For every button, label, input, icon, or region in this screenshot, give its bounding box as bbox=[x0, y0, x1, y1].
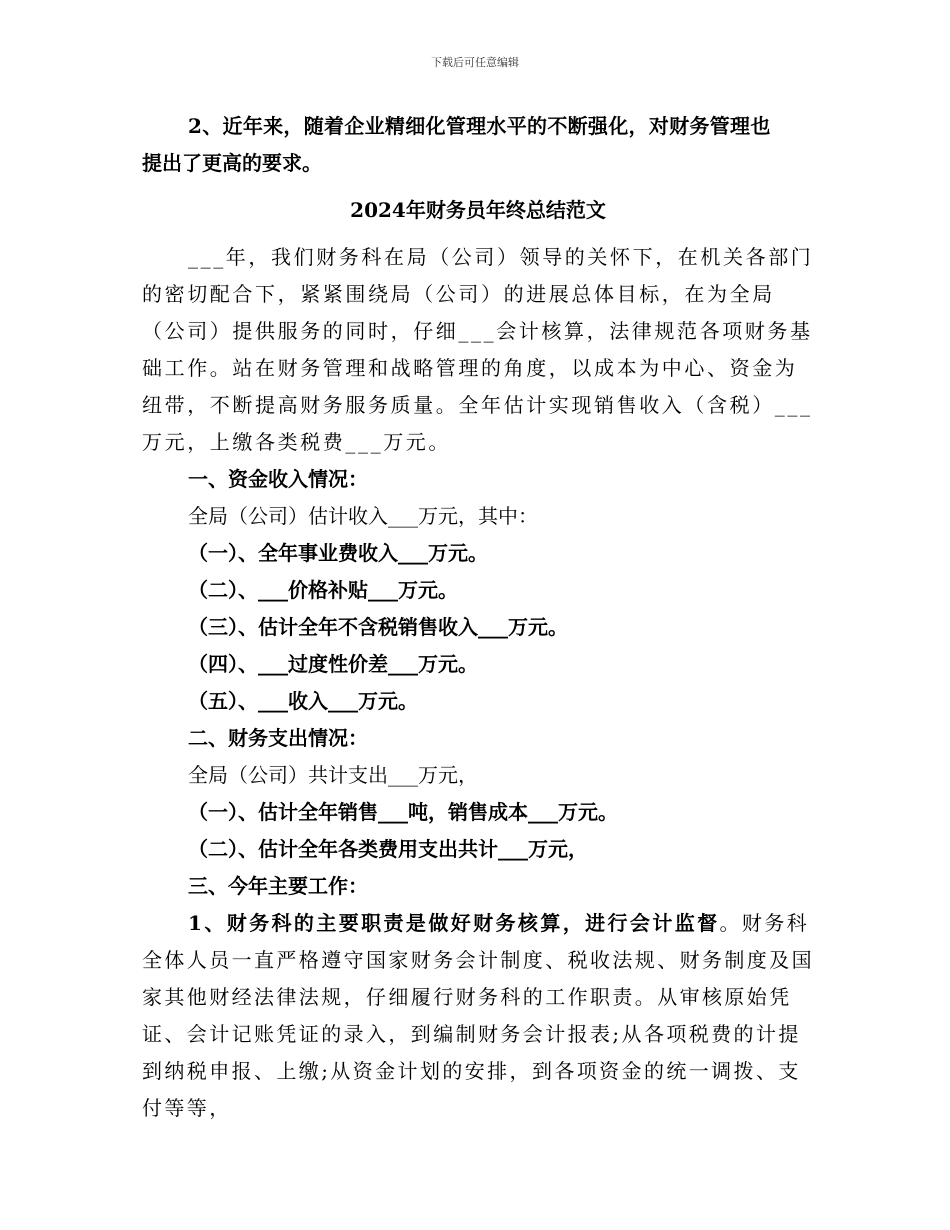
section-1-item: （二）、___价格补贴___万元。 bbox=[188, 578, 458, 602]
paragraph-1: ___年，我们财务科在局（公司）领导的关怀下，在机关各部门的密切配合下，紧紧围绕局（公司）的进展总体目标，在为全局（公司）提供服务的同时，仔细___会计核算，法律规范各项财务基础工作。站在财务管理和战略管理的角度，以成本为中心、资金为纽带，不断提高财务服务质量。全年估计实现销售收入（含税）___万元，上缴各类税费___万元。 bbox=[142, 245, 814, 454]
section-1-heading: 一、资金收入情况： bbox=[188, 467, 368, 491]
section-3-paragraph-body: 。财务科全体人员一直严格遵守国家财务会计制度、税收法规、财务制度及国家其他财经法律法规，仔细履行财务科的工作职责。从审核原始凭证、会计记账凭证的录入，到编制财务会计报表;从各项税费的计提到纳税申报、上缴;从资金计划的安排，到各项资金的统一调拨、支付等等， bbox=[142, 911, 814, 1120]
section-2-item: （一）、估计全年销售___吨，销售成本___万元。 bbox=[188, 800, 618, 824]
section-3-heading: 三、今年主要工作： bbox=[188, 874, 368, 898]
section-2-item: （二）、估计全年各类费用支出共计___万元， bbox=[188, 837, 588, 861]
section-3-paragraph-lead: 1、财务科的主要职责是做好财务核算，进行会计监督 bbox=[188, 911, 720, 935]
section-2-summary: 全局（公司）共计支出___万元， bbox=[188, 763, 478, 787]
section-1-summary: 全局（公司）估计收入___万元，其中： bbox=[188, 504, 538, 528]
section-1-item: （五）、___收入___万元。 bbox=[188, 689, 418, 713]
section-1-item: （一）、全年事业费收入___万元。 bbox=[188, 541, 488, 565]
page-header-note: 下载后可任意编辑 bbox=[431, 56, 519, 69]
intro-line-2: 提出了更高的要求。 bbox=[142, 151, 322, 175]
intro-line-1: 2、近年来，随着企业精细化管理水平的不断强化，对财务管理也 bbox=[188, 114, 771, 138]
section-2-heading: 二、财务支出情况： bbox=[188, 726, 368, 750]
section-3-paragraph bbox=[142, 905, 814, 1127]
section-1-item: （三）、估计全年不含税销售收入___万元。 bbox=[188, 615, 568, 639]
section-1-item: （四）、___过度性价差___万元。 bbox=[188, 652, 478, 676]
document-body bbox=[142, 108, 814, 1127]
document-title: 2024年财务员年终总结范文 bbox=[350, 198, 606, 222]
